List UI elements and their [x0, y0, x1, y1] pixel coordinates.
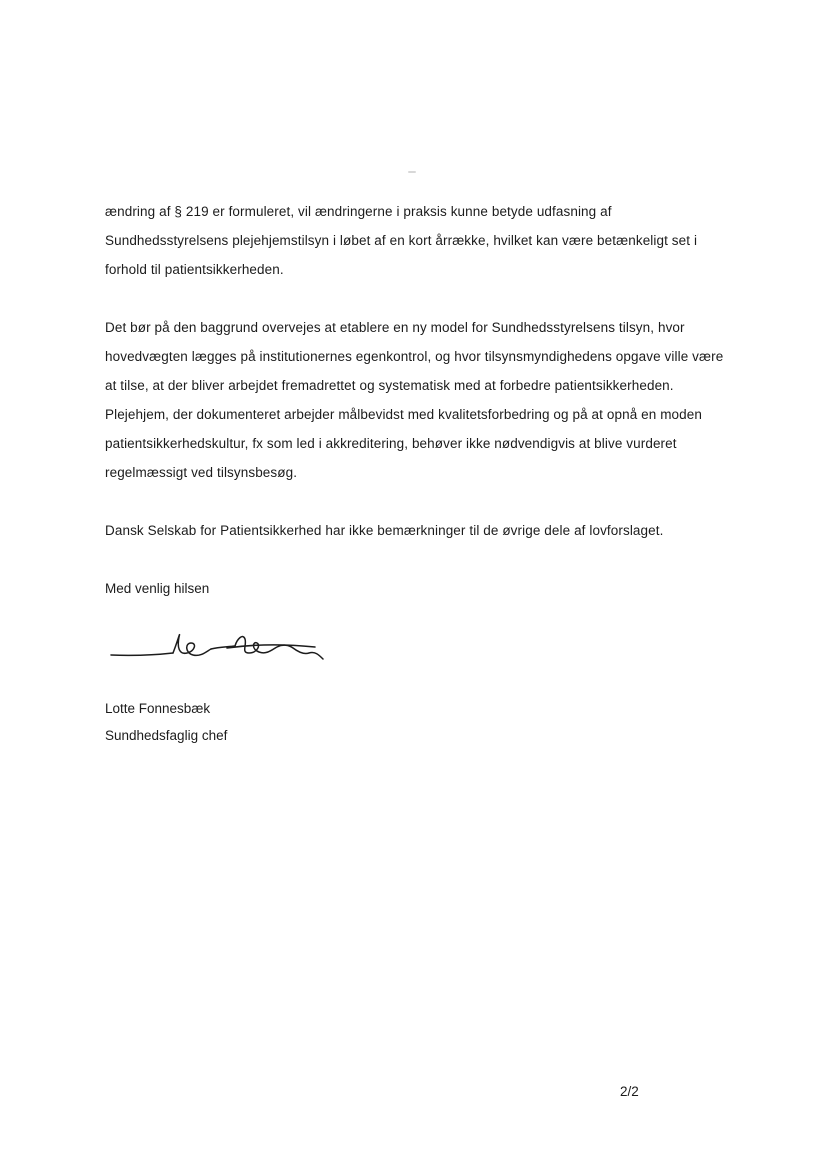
scan-artifact — [408, 171, 416, 173]
letter-body — [105, 197, 725, 749]
paragraph: Det bør på den baggrund overvejes at etablere en ny model for Sundhedsstyrelsens tilsyn, hvor hovedvægten lægges på institutionernes egenkontrol, og hvor tilsynsmyndighedens opgave ville være at tilse, at der bliver arbejdet fremadrettet og systematisk med at forbedre patientsikkerheden. Plejehjem, der dokumenteret arbejder målbevidst med kvalitetsforbedring og på at opnå en moden patientsikkerhedskultur, fx som led i akkreditering, behøver ikke nødvendigvis at blive vurderet regelmæssigt ved tilsynsbesøg. — [105, 320, 724, 480]
paragraph: Dansk Selskab for Patientsikkerhed har ikke bemærkninger til de øvrige dele af lovforslaget. — [105, 523, 664, 538]
signer-name: Lotte Fonnesbæk — [105, 701, 211, 716]
page-number: 2/2 — [620, 1084, 639, 1099]
handwritten-signature-icon — [107, 615, 337, 671]
paragraph: ændring af § 219 er formuleret, vil ændringerne i praksis kunne betyde udfasning af Sundhedsstyrelsens plejehjemstilsyn i løbet af en kort årrække, hvilket kan være betænkeligt set i forhold til patientsikkerheden. — [105, 204, 698, 277]
closing-salutation: Med venlig hilsen — [105, 581, 210, 596]
signer-title: Sundhedsfaglig chef — [105, 728, 228, 743]
signature — [107, 615, 725, 671]
